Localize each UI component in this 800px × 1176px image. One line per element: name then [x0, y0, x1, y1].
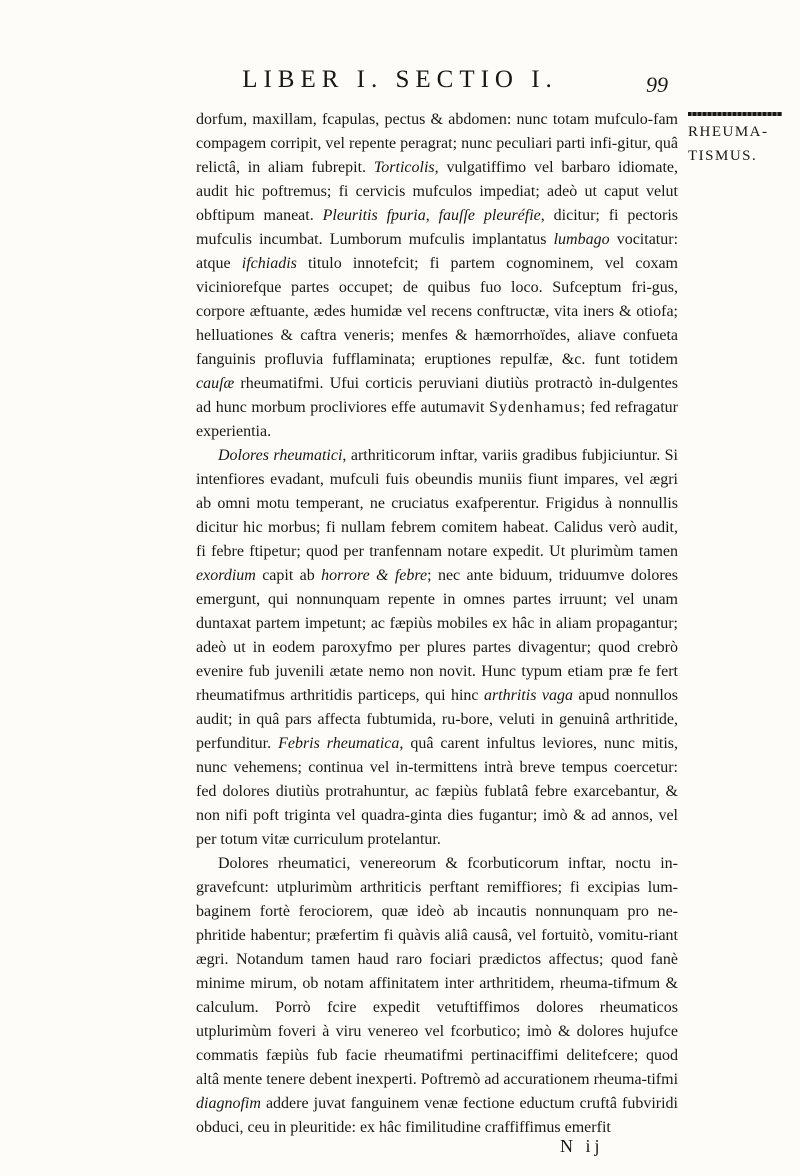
- page-number: 99: [646, 72, 668, 97]
- term-ischiadis: ifchiadis: [241, 255, 297, 272]
- author-sydenham: Sydenhamus: [489, 399, 581, 416]
- term-diagnosim: diagnofim: [196, 1095, 261, 1112]
- term-causae: cauſæ: [196, 375, 235, 392]
- term-torticolis: Torticolis: [373, 159, 435, 176]
- term-exordium: exordium: [196, 567, 256, 584]
- main-text: [196, 108, 678, 1140]
- marginal-rule: [688, 112, 782, 116]
- term-lumbago: lumbago: [553, 231, 610, 248]
- margin-note-line-1: RHEUMA-: [688, 124, 769, 140]
- term-arthritis-vaga: arthritis vaga: [483, 687, 573, 704]
- paragraph-2: Dolores rheumatici, arthriticorum inftar, variis gradibus fubjiciuntur. Si intenfiores evadant, mufculi fuis obeundis muniis fiunt impares, vel ægri ab omni motu temperant, ne cruciatus exafperentur. Frigidus à nonnullis dicitur hic morbus; fi nullam febrem comitem habeat. Calidus verò audit, fi febre ftipetur; quod per tranfennam notare expedit. Ut plurimùm tamen exordium capit ab horrore & febre; nec ante biduum, triduumve dolores emergunt, qui nonnunquam repente in omnes partes irruunt; vel unam duntaxat partem impetunt; ac fæpiùs mobiles ex hâc in aliam propagantur; adeò ut in eodem paroxyfmo per plures partes divagentur; quod crebrò evenire fub juvenili ætate nemo non novit. Hunc typum etiam præ fe fert rheumatifmus arthritidis particeps, qui hinc arthritis vaga apud nonnullos audit; in quâ pars affecta fubtumida, ru-bore, veluti in genuinâ arthritide, perfunditur. Febris rheumatica, quâ carent infultus leviores, nunc mitis, nunc vehemens; continua vel in-termittens intrà breve tempus coercetur: fed dolores diutiùs protrahuntur, ac fæpiùs fublatâ febre exarcebantur, & non nifi poft triginta vel quadra-ginta dies fugantur; imò & ad annos, vel per totum vitæ curriculum protelantur.: [196, 447, 679, 848]
- running-title: LIBER I. SECTIO I.: [242, 66, 558, 93]
- term-horrore-febre: horrore & febre: [321, 567, 428, 584]
- term-dolores-rheumatici: Dolores rheumatici: [218, 447, 343, 464]
- term-pleuritis-spuria: Pleuritis fpuria: [322, 207, 426, 224]
- paragraph-1: dorfum, maxillam, fcapulas, pectus & abdomen: nunc totam mufculo-fam compagem corripit, vel repente peragrat; nunc peculiari parti infi-gitur, quâ relictâ, in aliam fubrepit. Torticolis, vulgatiffimo vel barbaro idiomate, audit hic poftremus; fi cervicis mufculos impediat; adeò ut caput velut obftipum maneat. Pleuritis fpuria, fauſſe pleuréfie, dicitur; fi pectoris mufculis incumbat. Lumborum mufculis implantatus lumbago vocitatur: atque ifchiadis titulo innotefcit; fi partem cognominem, vel coxam viciniorefque partes occupet; de quibus fuo loco. Sufceptum fri-gus, corpore æftuante, ædes humidæ vel recens conftructæ, vita iners & otiofa; helluationes & caftra veneris; menfes & hæmorrhoïdes, aliave confueta fanguinis profluvia fufflaminata; eruptiones repulfæ, &c. funt totidem cauſæ rheumatifmi. Ufui corticis peruviani diutiùs protractò in-dulgentes ad hunc morbum procliviores effe autumavit Sydenhamus; fed refragatur experientia.: [196, 111, 679, 440]
- paragraph-3: Dolores rheumatici, venereorum & fcorbuticorum inftar, noctu in-gravefcunt: utplurimùm arthriticis perftant remiffiores; fi excipias lum-baginem fortè ferociorem, quæ ideò ab incautis nonnunquam pro ne-phritide habentur; præfertim fi quàvis aliâ causâ, vel fortuitò, vomitu-riant ægri. Notandum tamen haud raro fociari prædictos affectus; quod fanè minime mirum, ob notam affinitatem inter arthritidem, rheuma-tifmum & calculum. Porrò fcire expedit vetuftiffimos dolores rheumaticos utplurimùm foveri à viru venereo vel fcorbutico; imò & dolores hujufce commatis fæpiùs fub facie rheumatifmi pertinaciffimi delitefcere; quod altâ mente tenere debent inexperti. Poftremò ad accurationem rheuma-tifmi diagnofim addere juvat fanguinem venæ fectione eductum cruftâ fubviridi obduci, ceu in pleuritide: ex hâc fimilitudine craffiffimus emerfit: [196, 855, 679, 1136]
- running-head: [0, 66, 800, 106]
- term-fausse-pleuresie: fauſſe pleuréfie: [438, 207, 541, 224]
- margin-note: [688, 120, 788, 168]
- term-febris-rheumatica: Febris rheumatica: [278, 735, 400, 752]
- signature-mark: N ij: [560, 1136, 604, 1156]
- margin-note-line-2: TISMUS.: [688, 148, 758, 164]
